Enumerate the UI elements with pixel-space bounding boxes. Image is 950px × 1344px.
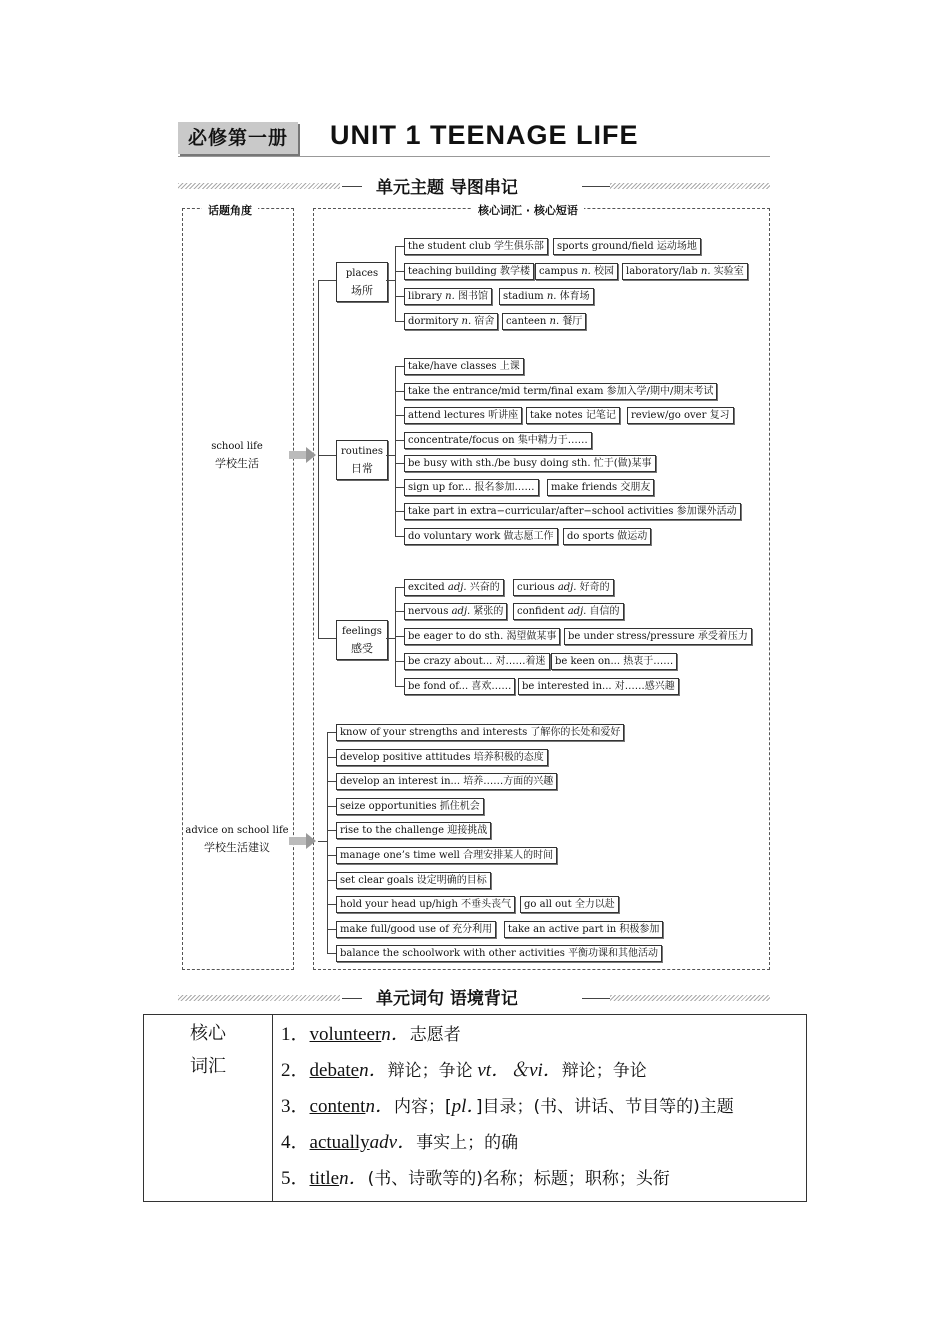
phrase-item: manage one’s time well 合理安排某人的时间 [336, 847, 557, 864]
book-tag: 必修第一册 [178, 122, 298, 154]
phrase-item: sports ground/field 运动场地 [553, 238, 701, 255]
phrase-item: develop positive attitudes 培养积极的态度 [336, 749, 548, 766]
core-vocab-label: 核心词汇 [144, 1015, 273, 1202]
phrase-item: canteen n. 餐厅 [502, 313, 586, 330]
phrase-item: be busy with sth./be busy doing sth. 忙于(做)某事 [404, 455, 656, 472]
phrase-item: take an active part in 积极参加 [504, 921, 663, 938]
phrase-item: make full/good use of 充分利用 [336, 921, 496, 938]
phrase-item: excited adj. 兴奋的 [404, 579, 504, 596]
phrase-item: do voluntary work 做志愿工作 [404, 528, 558, 545]
phrase-item: the student club 学生俱乐部 [404, 238, 548, 255]
phrase-item: be crazy about... 对……着迷 [404, 653, 550, 670]
category-routines: routines 日常 [336, 440, 388, 480]
phrase-item: make friends 交朋友 [547, 479, 654, 496]
phrase-item: develop an interest in... 培养……方面的兴趣 [336, 773, 557, 790]
phrase-item: nervous adj. 紧张的 [404, 603, 507, 620]
phrase-item: laboratory/lab n. 实验室 [622, 263, 748, 280]
phrase-item: seize opportunities 抓住机会 [336, 798, 484, 815]
arrow-icon [306, 447, 316, 463]
core-vocab-list [273, 1015, 807, 1202]
phrase-item: rise to the challenge 迎接挑战 [336, 822, 491, 839]
phrase-item: be interested in... 对……感兴趣 [518, 678, 679, 695]
vocab-entry: 5．titlen．(书、诗歌等的)名称；标题；职称；头衔 [281, 1168, 670, 1189]
topic-school-life: school life 学校生活 [211, 441, 263, 470]
phrase-item: know of your strengths and interests 了解你的长处和爱好 [336, 724, 624, 741]
phrase-item: balance the schoolwork with other activities 平衡功课和其他活动 [336, 945, 662, 962]
arrow-icon [306, 833, 316, 849]
phrase-item: teaching building 教学楼 [404, 263, 534, 280]
phrase-item: go all out 全力以赴 [520, 896, 619, 913]
phrase-item: be fond of... 喜欢…… [404, 678, 515, 695]
phrase-item: set clear goals 设定明确的目标 [336, 872, 491, 889]
phrase-item: stadium n. 体育场 [499, 288, 594, 305]
vocab-box-title: 核心词汇 · 核心短语 [472, 202, 584, 218]
category-feelings: feelings 感受 [336, 620, 388, 660]
phrase-item: attend lectures 听讲座 [404, 407, 522, 424]
section-title-sentences: 单元词句 语境背记 [362, 984, 532, 1009]
phrase-item: confident adj. 自信的 [513, 603, 624, 620]
title-underline [178, 156, 770, 157]
phrase-item: do sports 做运动 [563, 528, 651, 545]
section-title-mindmap: 单元主题 导图串记 [362, 173, 532, 198]
phrase-item: take part in extra−curricular/after−school activities 参加课外活动 [404, 503, 741, 520]
phrase-item: library n. 图书馆 [404, 288, 492, 305]
topic-box-title: 话题角度 [202, 202, 258, 218]
category-places: places 场所 [336, 262, 388, 302]
phrase-item: take the entrance/mid term/final exam 参加入学/期中/期末考试 [404, 383, 717, 400]
vocab-entry: 4．actuallyadv．事实上；的确 [281, 1132, 519, 1153]
topic-advice: advice on school life 学校生活建议 [185, 825, 289, 854]
vocab-entry: 3．contentn．内容；[pl．]目录；(书、讲话、节目等的)主题 [281, 1096, 734, 1117]
phrase-item: take notes 记笔记 [526, 407, 620, 424]
phrase-item: concentrate/focus on 集中精力于…… [404, 432, 592, 449]
phrase-item: campus n. 校园 [535, 263, 618, 280]
core-vocab-table [143, 1014, 807, 1202]
phrase-item: curious adj. 好奇的 [513, 579, 614, 596]
phrase-item: review/go over 复习 [627, 407, 734, 424]
phrase-item: sign up for... 报名参加…… [404, 479, 539, 496]
vocab-entry: 1．volunteern．志愿者 [281, 1024, 461, 1045]
phrase-item: take/have classes 上课 [404, 358, 524, 375]
phrase-item: be under stress/pressure 承受着压力 [564, 628, 752, 645]
phrase-item: dormitory n. 宿舍 [404, 313, 498, 330]
phrase-item: hold your head up/high 不垂头丧气 [336, 896, 515, 913]
unit-title: UNIT 1 TEENAGE LIFE [330, 120, 639, 150]
phrase-item: be eager to do sth. 渴望做某事 [404, 628, 560, 645]
vocab-entry: 2．debaten．辩论；争论 vt．＆vi．辩论；争论 [281, 1060, 647, 1081]
phrase-item: be keen on... 热衷于…… [551, 653, 677, 670]
